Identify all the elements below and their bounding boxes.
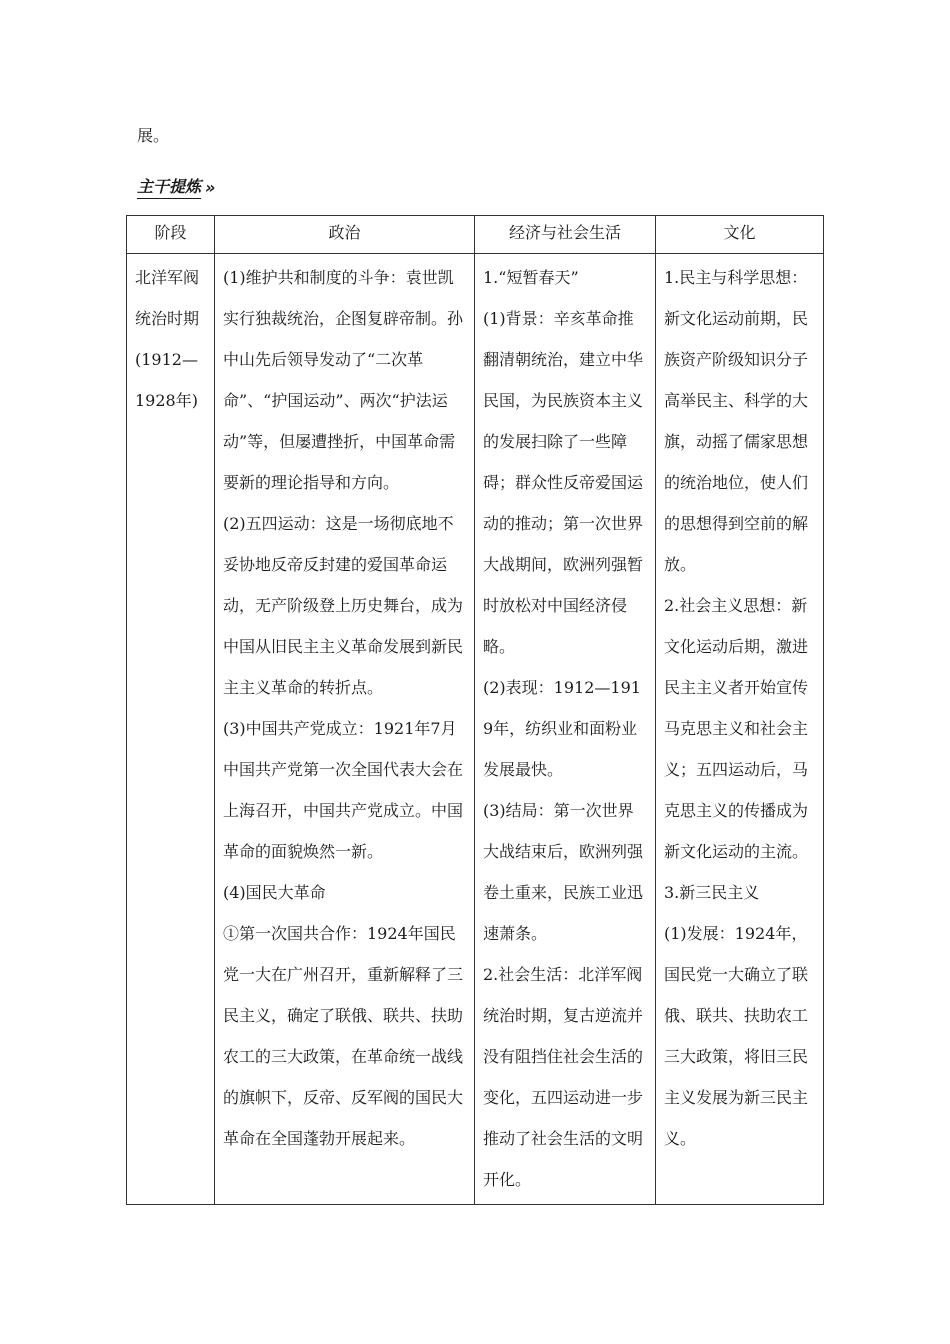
economy-item: 2.社会生活：北洋军阀统治时期，复古逆流并没有阻挡住社会生活的变化，五四运动进一步推动了社会生活的文明开化。 [483, 965, 644, 1189]
header-economy: 经济与社会生活 [475, 216, 656, 254]
stage-cell [127, 254, 215, 1205]
politics-item: (1)维护共和制度的斗争：袁世凯实行独裁统治，企图复辟帝制。孙中山先后领导发动了“二次革命”、“护国运动”、两次“护法运动”等，但屡遭挫折，中国革命需要新的理论指导和方向。 [223, 268, 464, 492]
section-title: 主干提炼 [137, 176, 201, 199]
table-row [127, 254, 824, 1205]
culture-item: 3.新三民主义 [664, 883, 760, 902]
section-heading [137, 176, 212, 199]
politics-item: (2)五四运动：这是一场彻底地不妥协地反帝反封建的爱国革命运动，无产阶级登上历史舞台，成为中国从旧民主主义革命发展到新民主主义革命的转折点。 [223, 514, 464, 697]
culture-item: 2.社会主义思想：新文化运动后期，激进民主主义者开始宣传马克思主义和社会主义；五四运动后，马克思主义的传播成为新文化运动的主流。 [664, 596, 809, 861]
politics-cell [215, 254, 475, 1205]
economy-item: (1)背景：辛亥革命推翻清朝统治，建立中华民国，为民族资本主义的发展扫除了一些障碍；群众性反帝爱国运动的推动；第一次世界大战期间，欧洲列强暂时放松对中国经济侵略。 [483, 309, 644, 656]
economy-item: (2)表现：1912—1919年，纺织业和面粉业发展最快。 [483, 678, 641, 779]
summary-table [126, 215, 824, 1205]
politics-item: (3)中国共产党成立：1921年7月中国共产党第一次全国代表大会在上海召开，中国共产党成立。中国革命的面貌焕然一新。 [223, 719, 464, 861]
politics-item: (4)国民大革命 [223, 883, 326, 902]
politics-item: ①第一次国共合作：1924年国民党一大在广州召开，重新解释了三民主义，确定了联俄、联共、扶助农工的三大政策，在革命统一战线的旗帜下，反帝、反军阀的国民大革命在全国蓬勃开展起来。 [223, 924, 464, 1148]
economy-item: (3)结局：第一次世界大战结束后，欧洲列强卷土重来，民族工业迅速萧条。 [483, 801, 644, 943]
stage-text: 北洋军阀统治时期(1912—1928年) [135, 268, 200, 410]
economy-item: 1.“短暂春天” [483, 268, 579, 287]
economy-cell [475, 254, 656, 1205]
culture-cell [656, 254, 824, 1205]
lead-text: 展。 [137, 126, 170, 145]
header-stage: 阶段 [127, 216, 215, 254]
table-header-row [127, 216, 824, 254]
culture-item: (1)发展：1924年，国民党一大确立了联俄、联共、扶助农工三大政策，将旧三民主义发展为新三民主义。 [664, 924, 809, 1148]
culture-item: 1.民主与科学思想：新文化运动前期，民族资产阶级知识分子高举民主、科学的大旗，动摇了儒家思想的统治地位，使人们的思想得到空前的解放。 [664, 268, 809, 574]
header-culture: 文化 [656, 216, 824, 254]
header-politics: 政治 [215, 216, 475, 254]
double-chevron-icon: » [205, 178, 213, 197]
